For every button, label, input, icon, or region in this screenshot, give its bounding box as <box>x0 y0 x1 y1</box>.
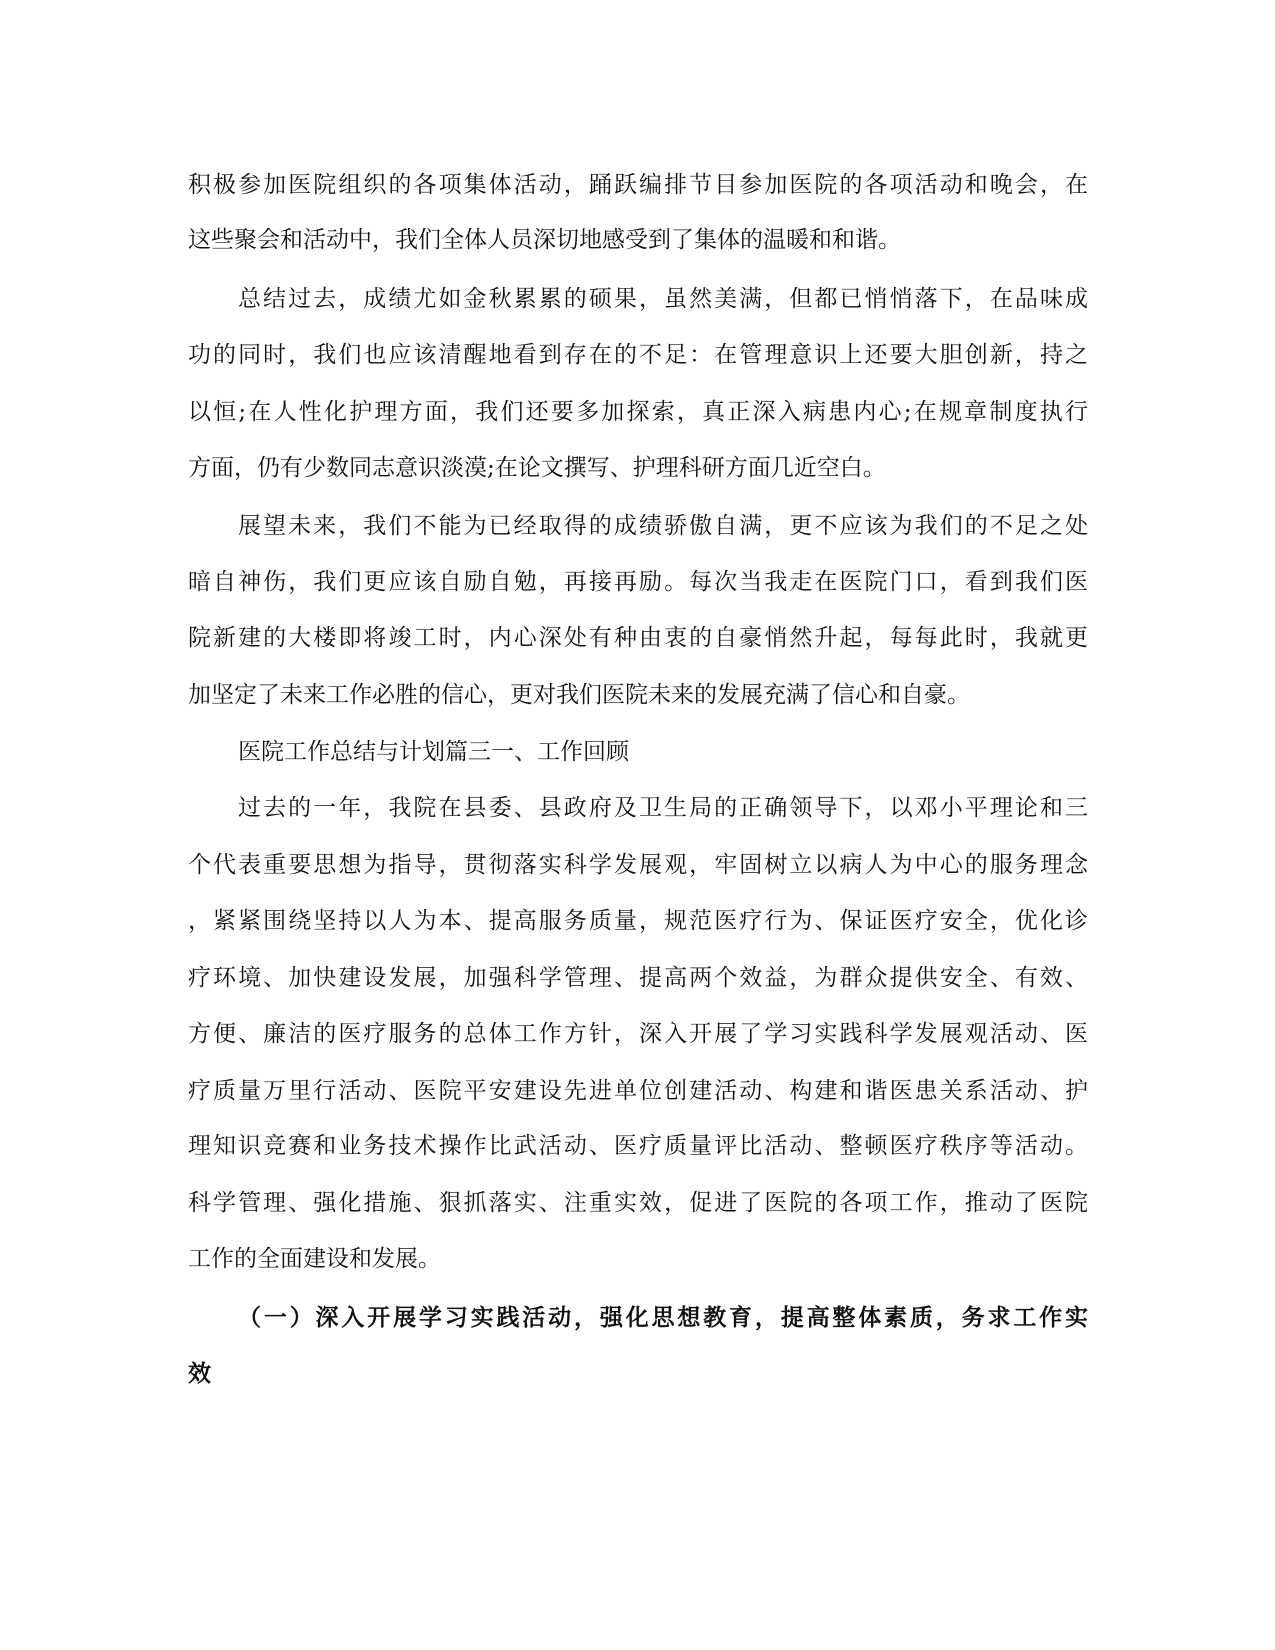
text-line: 积极参加医院组织的各项集体活动，踊跃编排节目参加医院的各项活动和晚会，在 <box>188 172 1088 198</box>
text-line: 理知识竞赛和业务技术操作比武活动、医疗质量评比活动、整顿医疗秩序等活动。 <box>188 1133 1088 1159</box>
text-line: 暗自神伤，我们更应该自励自勉，再接再励。每次当我走在医院门口，看到我们医 <box>188 569 1088 595</box>
text-line: 疗质量万里行活动、医院平安建设先进单位创建活动、构建和谐医患关系活动、护 <box>188 1078 1088 1104</box>
text-line: 科学管理、强化措施、狠抓落实、注重实效，促进了医院的各项工作，推动了医院 <box>188 1190 1088 1216</box>
subsection-heading-continued: 效 <box>188 1360 211 1387</box>
subsection-heading: （一）深入开展学习实践活动，强化思想教育，提高整体素质，务求工作实 <box>238 1304 1088 1331</box>
text-line: 加坚定了未来工作必胜的信心，更对我们医院未来的发展充满了信心和自豪。 <box>188 682 970 708</box>
text-line: 方面，仍有少数同志意识淡漠;在论文撰写、护理科研方面几近空白。 <box>188 455 886 481</box>
text-line: 方便、廉洁的医疗服务的总体工作方针，深入开展了学习实践科学发展观活动、医 <box>188 1021 1088 1047</box>
text-line: 个代表重要思想为指导，贯彻落实科学发展观，牢固树立以病人为中心的服务理念 <box>188 852 1088 878</box>
text-line: 院新建的大楼即将竣工时，内心深处有种由衷的自豪悄然升起，每每此时，我就更 <box>188 625 1088 651</box>
text-line: 这些聚会和活动中，我们全体人员深切地感受到了集体的温暖和和谐。 <box>188 227 901 253</box>
text-line: 总结过去，成绩尤如金秋累累的硕果，虽然美满，但都已悄悄落下，在品味成 <box>238 286 1088 312</box>
text-line: 以恒;在人性化护理方面，我们还要多加探索，真正深入病患内心;在规章制度执行 <box>188 399 1088 425</box>
text-line: 过去的一年，我院在县委、县政府及卫生局的正确领导下，以邓小平理论和三 <box>238 795 1088 821</box>
section-heading: 医院工作总结与计划篇三一、工作回顾 <box>238 739 629 765</box>
text-line: 疗环境、加快建设发展，加强科学管理、提高两个效益，为群众提供安全、有效、 <box>188 965 1088 991</box>
text-line: ，紧紧围绕坚持以人为本、提高服务质量，规范医疗行为、保证医疗安全，优化诊 <box>188 908 1088 934</box>
text-line: 展望未来，我们不能为已经取得的成绩骄傲自满，更不应该为我们的不足之处 <box>238 513 1088 539</box>
text-line: 工作的全面建设和发展。 <box>188 1246 441 1272</box>
text-line: 功的同时，我们也应该清醒地看到存在的不足：在管理意识上还要大胆创新，持之 <box>188 342 1088 368</box>
